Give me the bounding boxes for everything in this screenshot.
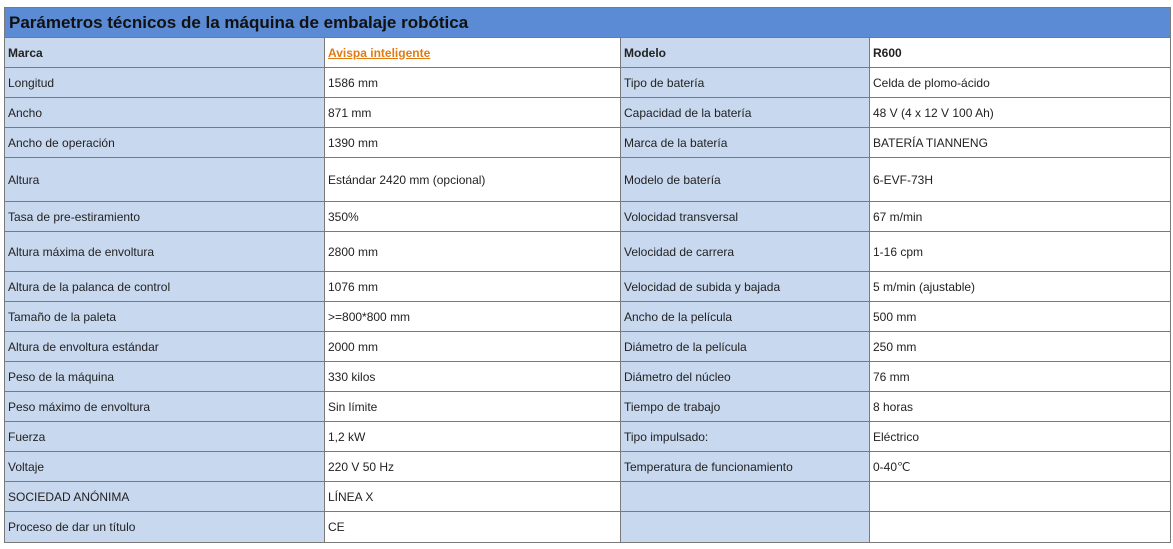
param-value: 500 mm xyxy=(870,302,1171,332)
title-row xyxy=(5,8,1171,38)
param-label: Peso de la máquina xyxy=(5,362,325,392)
param-value: 67 m/min xyxy=(870,202,1171,232)
param-label: Altura máxima de envoltura xyxy=(5,232,325,272)
param-label: Fuerza xyxy=(5,422,325,452)
table-row xyxy=(5,98,1171,128)
param-label: Altura de envoltura estándar xyxy=(5,332,325,362)
param-label: SOCIEDAD ANÓNIMA xyxy=(5,482,325,512)
brand-value-cell xyxy=(325,38,621,68)
model-label: Modelo xyxy=(621,38,870,68)
table-row xyxy=(5,422,1171,452)
param-label: Marca de la batería xyxy=(621,128,870,158)
param-value: 1390 mm xyxy=(325,128,621,158)
param-label: Capacidad de la batería xyxy=(621,98,870,128)
table-row xyxy=(5,232,1171,272)
param-value: Celda de plomo-ácido xyxy=(870,68,1171,98)
param-value: BATERÍA TIANNENG xyxy=(870,128,1171,158)
param-value: 1,2 kW xyxy=(325,422,621,452)
param-value: 48 V (4 x 12 V 100 Ah) xyxy=(870,98,1171,128)
param-label: Diámetro del núcleo xyxy=(621,362,870,392)
param-value: CE xyxy=(325,512,621,543)
param-label: Volocidad transversal xyxy=(621,202,870,232)
param-value xyxy=(870,482,1171,512)
param-label xyxy=(621,482,870,512)
param-label: Tipo de batería xyxy=(621,68,870,98)
param-value: LÍNEA X xyxy=(325,482,621,512)
param-value: 1-16 cpm xyxy=(870,232,1171,272)
spec-table xyxy=(4,7,1171,543)
param-label: Ancho xyxy=(5,98,325,128)
spec-rows xyxy=(5,68,1171,543)
header-row xyxy=(5,38,1171,68)
param-value: Sin límite xyxy=(325,392,621,422)
param-value: 250 mm xyxy=(870,332,1171,362)
table-row xyxy=(5,202,1171,232)
table-row xyxy=(5,482,1171,512)
param-label: Altura xyxy=(5,158,325,202)
param-label: Ancho de la película xyxy=(621,302,870,332)
param-label: Temperatura de funcionamiento xyxy=(621,452,870,482)
param-value: 2800 mm xyxy=(325,232,621,272)
param-label: Tiempo de trabajo xyxy=(621,392,870,422)
model-value: R600 xyxy=(870,38,1171,68)
param-label: Ancho de operación xyxy=(5,128,325,158)
param-label: Altura de la palanca de control xyxy=(5,272,325,302)
param-value: Eléctrico xyxy=(870,422,1171,452)
param-label: Voltaje xyxy=(5,452,325,482)
param-value: 871 mm xyxy=(325,98,621,128)
table-row xyxy=(5,452,1171,482)
table-row xyxy=(5,392,1171,422)
param-label: Tasa de pre-estiramiento xyxy=(5,202,325,232)
param-label: Longitud xyxy=(5,68,325,98)
param-value: 5 m/min (ajustable) xyxy=(870,272,1171,302)
param-value: 1076 mm xyxy=(325,272,621,302)
param-value: 2000 mm xyxy=(325,332,621,362)
param-label: Diámetro de la película xyxy=(621,332,870,362)
table-row xyxy=(5,158,1171,202)
param-value: 0-40℃ xyxy=(870,452,1171,482)
param-value: 8 horas xyxy=(870,392,1171,422)
brand-label: Marca xyxy=(5,38,325,68)
param-value: Estándar 2420 mm (opcional) xyxy=(325,158,621,202)
brand-link[interactable]: Avispa inteligente xyxy=(328,45,431,60)
table-title: Parámetros técnicos de la máquina de embalaje robótica xyxy=(5,8,1171,38)
param-value: 350% xyxy=(325,202,621,232)
param-value: 76 mm xyxy=(870,362,1171,392)
param-label: Tamaño de la paleta xyxy=(5,302,325,332)
param-label: Velocidad de subida y bajada xyxy=(621,272,870,302)
param-value xyxy=(870,512,1171,543)
param-label: Velocidad de carrera xyxy=(621,232,870,272)
param-label xyxy=(621,512,870,543)
param-value: 330 kilos xyxy=(325,362,621,392)
param-label: Tipo impulsado: xyxy=(621,422,870,452)
param-value: 220 V 50 Hz xyxy=(325,452,621,482)
table-row xyxy=(5,302,1171,332)
table-row xyxy=(5,512,1171,543)
param-label: Proceso de dar un título xyxy=(5,512,325,543)
table-row xyxy=(5,332,1171,362)
table-row xyxy=(5,272,1171,302)
param-label: Modelo de batería xyxy=(621,158,870,202)
table-row xyxy=(5,128,1171,158)
param-value: 6-EVF-73H xyxy=(870,158,1171,202)
table-row xyxy=(5,362,1171,392)
param-label: Peso máximo de envoltura xyxy=(5,392,325,422)
param-value: 1586 mm xyxy=(325,68,621,98)
table-row xyxy=(5,68,1171,98)
param-value: >=800*800 mm xyxy=(325,302,621,332)
